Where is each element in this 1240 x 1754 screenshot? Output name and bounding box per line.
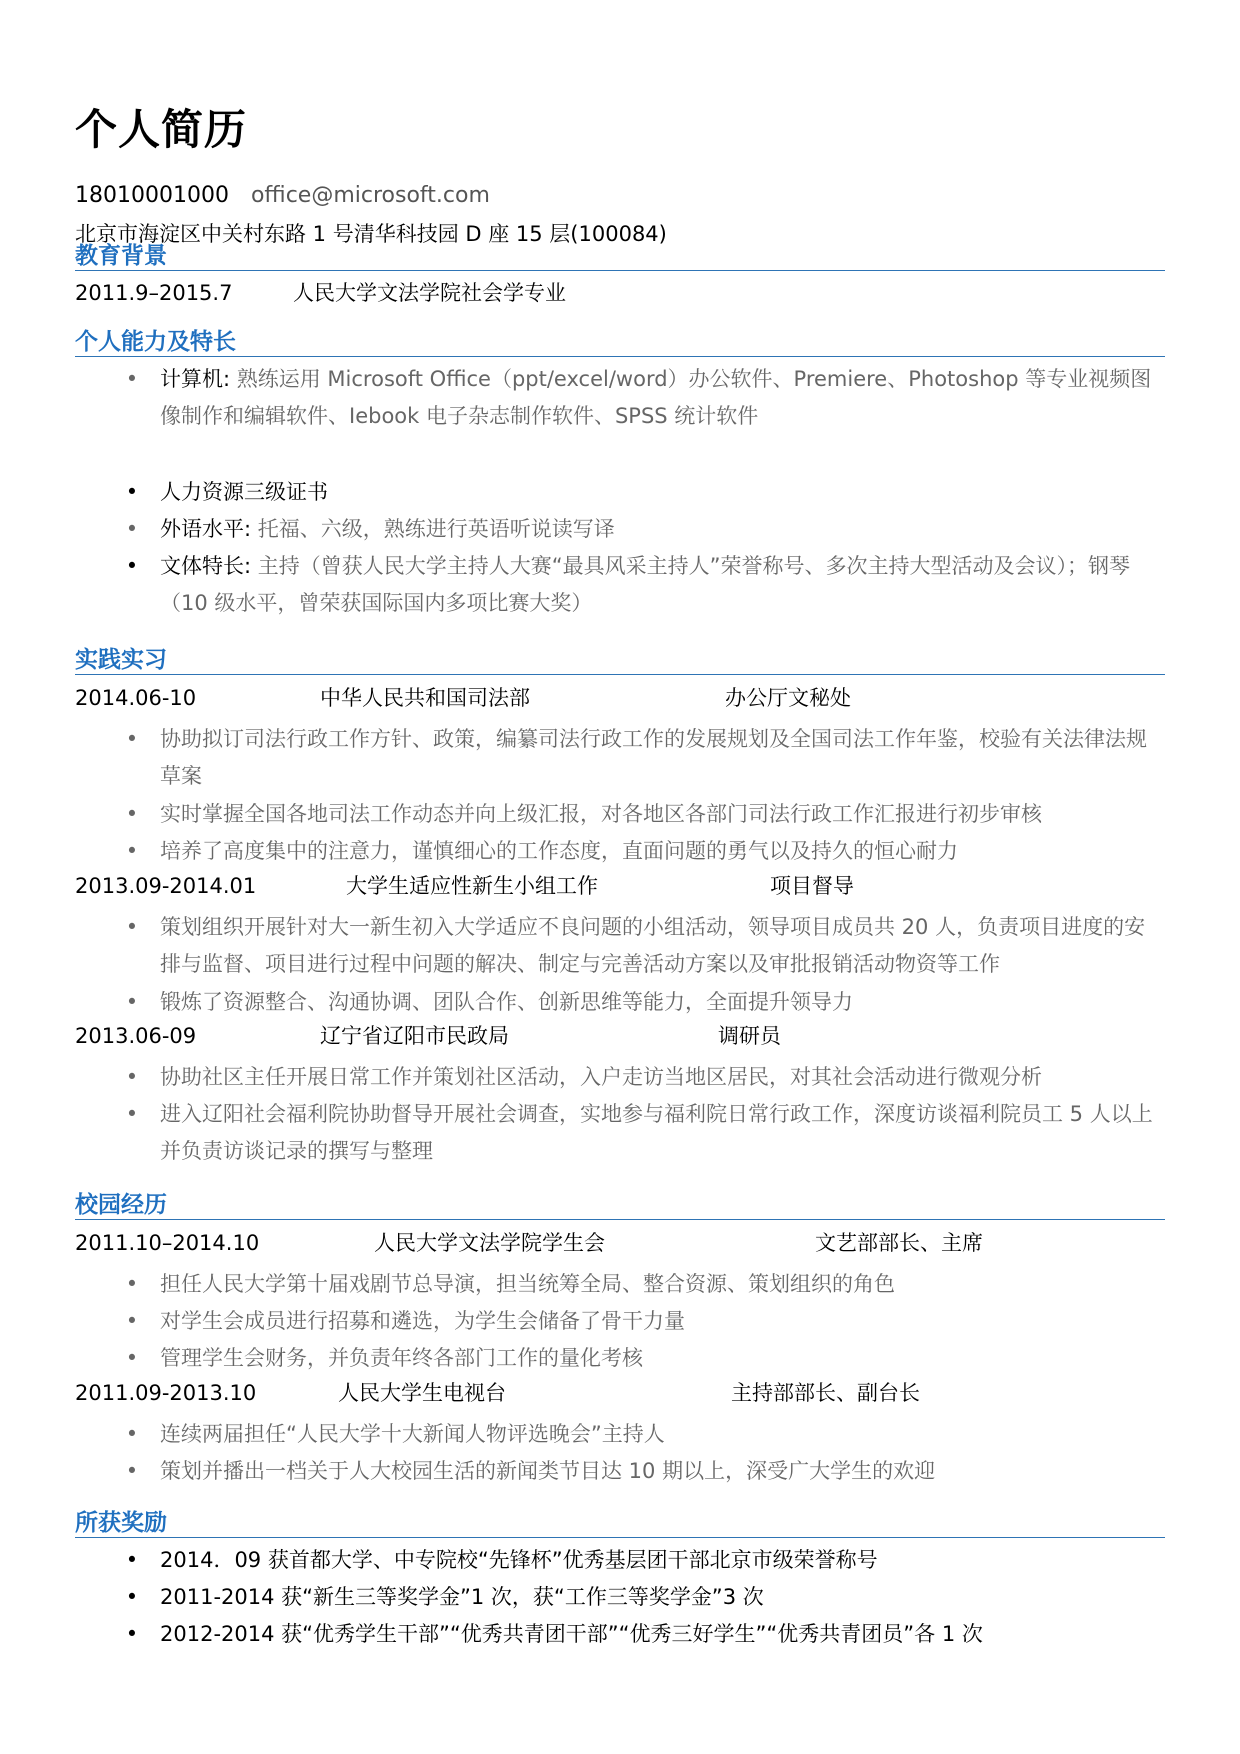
- list-item: • 担任人民大学第十届戏剧节总导演，担当统筹全局、整合资源、策划组织的角色: [160, 1266, 1165, 1303]
- bullet-icon: •: [125, 1585, 139, 1609]
- entry-role: 主持部部长、副台长: [731, 1381, 920, 1405]
- contact-line: [75, 181, 490, 211]
- bullet-icon: •: [125, 367, 139, 391]
- section-divider: [75, 356, 1165, 357]
- bullet-icon: •: [125, 1065, 139, 1089]
- entry-role: 办公厅文秘处: [725, 686, 851, 710]
- list-item: • 2014．09 获首都大学、中专院校“先锋杯”优秀基层团干部北京市级荣誉称号: [160, 1542, 1165, 1579]
- bullet-icon: •: [125, 1548, 139, 1572]
- bullet-icon: •: [125, 480, 139, 504]
- list-item: • 协助社区主任开展日常工作并策划社区活动，入户走访当地区居民，对其社会活动进行微观分析: [160, 1059, 1165, 1096]
- entry-org: 中华人民共和国司法部: [320, 686, 530, 710]
- bullet-icon: •: [125, 1422, 139, 1446]
- bullet-icon: •: [125, 1102, 139, 1126]
- entry-period: 2013.06-09: [75, 1024, 197, 1048]
- education-school: 人民大学文法学院社会学专业: [293, 281, 566, 305]
- bullet-icon: •: [125, 1309, 139, 1333]
- entry-role: 项目督导: [770, 874, 854, 898]
- entry-role: 文艺部部长、主席: [815, 1231, 983, 1255]
- section-title-practice: 实践实习: [75, 647, 167, 673]
- list-item: • 人力资源三级证书: [160, 474, 1165, 511]
- entry-org: 人民大学生电视台: [338, 1381, 506, 1405]
- entry-org: 大学生适应性新生小组工作: [346, 874, 598, 898]
- bullet-icon: •: [125, 727, 139, 751]
- list-item: • 文体特长: 主持（曾获人民大学主持人大赛“最具风采主持人”荣誉称号、多次主持大型活动及会议）；钢琴（10 级水平，曾荣获国际国内多项比赛大奖）: [160, 548, 1165, 622]
- bullet-icon: •: [125, 990, 139, 1014]
- email-address: office@microsoft.com: [250, 183, 490, 208]
- phone-number: 18010001000: [75, 183, 229, 208]
- list-item: • 外语水平: 托福、六级，熟练进行英语听说读写译: [160, 511, 1165, 548]
- list-item: • 计算机: 熟练运用 Microsoft Office（ppt/excel/word）办公软件、Premiere、Photoshop 等专业视频图像制作和编辑软件、Iebook 电子杂志制作软件、SPSS 统计软件: [160, 361, 1165, 435]
- section-title-education: 教育背景: [75, 243, 167, 269]
- list-item: • 进入辽阳社会福利院协助督导开展社会调查，实地参与福利院日常行政工作，深度访谈福利院员工 5 人以上并负责访谈记录的撰写与整理: [160, 1096, 1165, 1170]
- bullet-icon: •: [125, 802, 139, 826]
- list-item: • 策划组织开展针对大一新生初入大学适应不良问题的小组活动，领导项目成员共 20 人，负责项目进度的安排与监督、项目进行过程中问题的解决、制定与完善活动方案以及审批报销活动物资等工作: [160, 909, 1165, 983]
- bullet-icon: •: [125, 517, 139, 541]
- entry-period: 2013.09-2014.01: [75, 874, 257, 898]
- bullet-icon: •: [125, 1459, 139, 1483]
- entry-period: 2011.09-2013.10: [75, 1381, 257, 1405]
- list-item: • 协助拟订司法行政工作方针、政策，编纂司法行政工作的发展规划及全国司法工作年鉴，校验有关法律法规草案: [160, 721, 1165, 795]
- list-item: • 实时掌握全国各地司法工作动态并向上级汇报，对各地区各部门司法行政工作汇报进行初步审核: [160, 796, 1165, 833]
- entry-period: 2011.10–2014.10: [75, 1231, 260, 1255]
- list-item: • 培养了高度集中的注意力，谨慎细心的工作态度，直面问题的勇气以及持久的恒心耐力: [160, 833, 1165, 870]
- page-title: 个人简历: [75, 105, 248, 154]
- section-divider: [75, 674, 1165, 675]
- bullet-icon: •: [125, 915, 139, 939]
- entry-org: 辽宁省辽阳市民政局: [320, 1024, 509, 1048]
- section-divider: [75, 1219, 1165, 1220]
- bullet-icon: •: [125, 554, 139, 578]
- bullet-icon: •: [125, 1272, 139, 1296]
- section-divider: [75, 1537, 1165, 1538]
- section-title-awards: 所获奖励: [75, 1510, 167, 1536]
- list-item: • 锻炼了资源整合、沟通协调、团队合作、创新思维等能力，全面提升领导力: [160, 984, 1165, 1021]
- list-item: • 2011-2014 获“新生三等奖学金”1 次，获“工作三等奖学金”3 次: [160, 1579, 1165, 1616]
- list-item: • 策划并播出一档关于人大校园生活的新闻类节目达 10 期以上，深受广大学生的欢迎: [160, 1453, 1165, 1490]
- bullet-icon: •: [125, 1346, 139, 1370]
- section-title-skills: 个人能力及特长: [75, 329, 236, 355]
- bullet-icon: •: [125, 839, 139, 863]
- list-item: • 2012-2014 获“优秀学生干部”“优秀共青团干部”“优秀三好学生”“优秀共青团员”各 1 次: [160, 1616, 1165, 1653]
- entry-role: 调研员: [718, 1024, 781, 1048]
- entry-period: 2014.06-10: [75, 686, 197, 710]
- address: 北京市海淀区中关村东路 1 号清华科技园 D 座 15 层(100084): [75, 222, 667, 246]
- section-divider: [75, 270, 1165, 271]
- section-title-campus: 校园经历: [75, 1192, 167, 1218]
- list-item: • 管理学生会财务，并负责年终各部门工作的量化考核: [160, 1340, 1165, 1377]
- bullet-icon: •: [125, 1622, 139, 1646]
- entry-org: 人民大学文法学院学生会: [374, 1231, 605, 1255]
- list-item: • 连续两届担任“人民大学十大新闻人物评选晚会”主持人: [160, 1416, 1165, 1453]
- education-period: 2011.9–2015.7: [75, 281, 233, 305]
- list-item: • 对学生会成员进行招募和遴选，为学生会储备了骨干力量: [160, 1303, 1165, 1340]
